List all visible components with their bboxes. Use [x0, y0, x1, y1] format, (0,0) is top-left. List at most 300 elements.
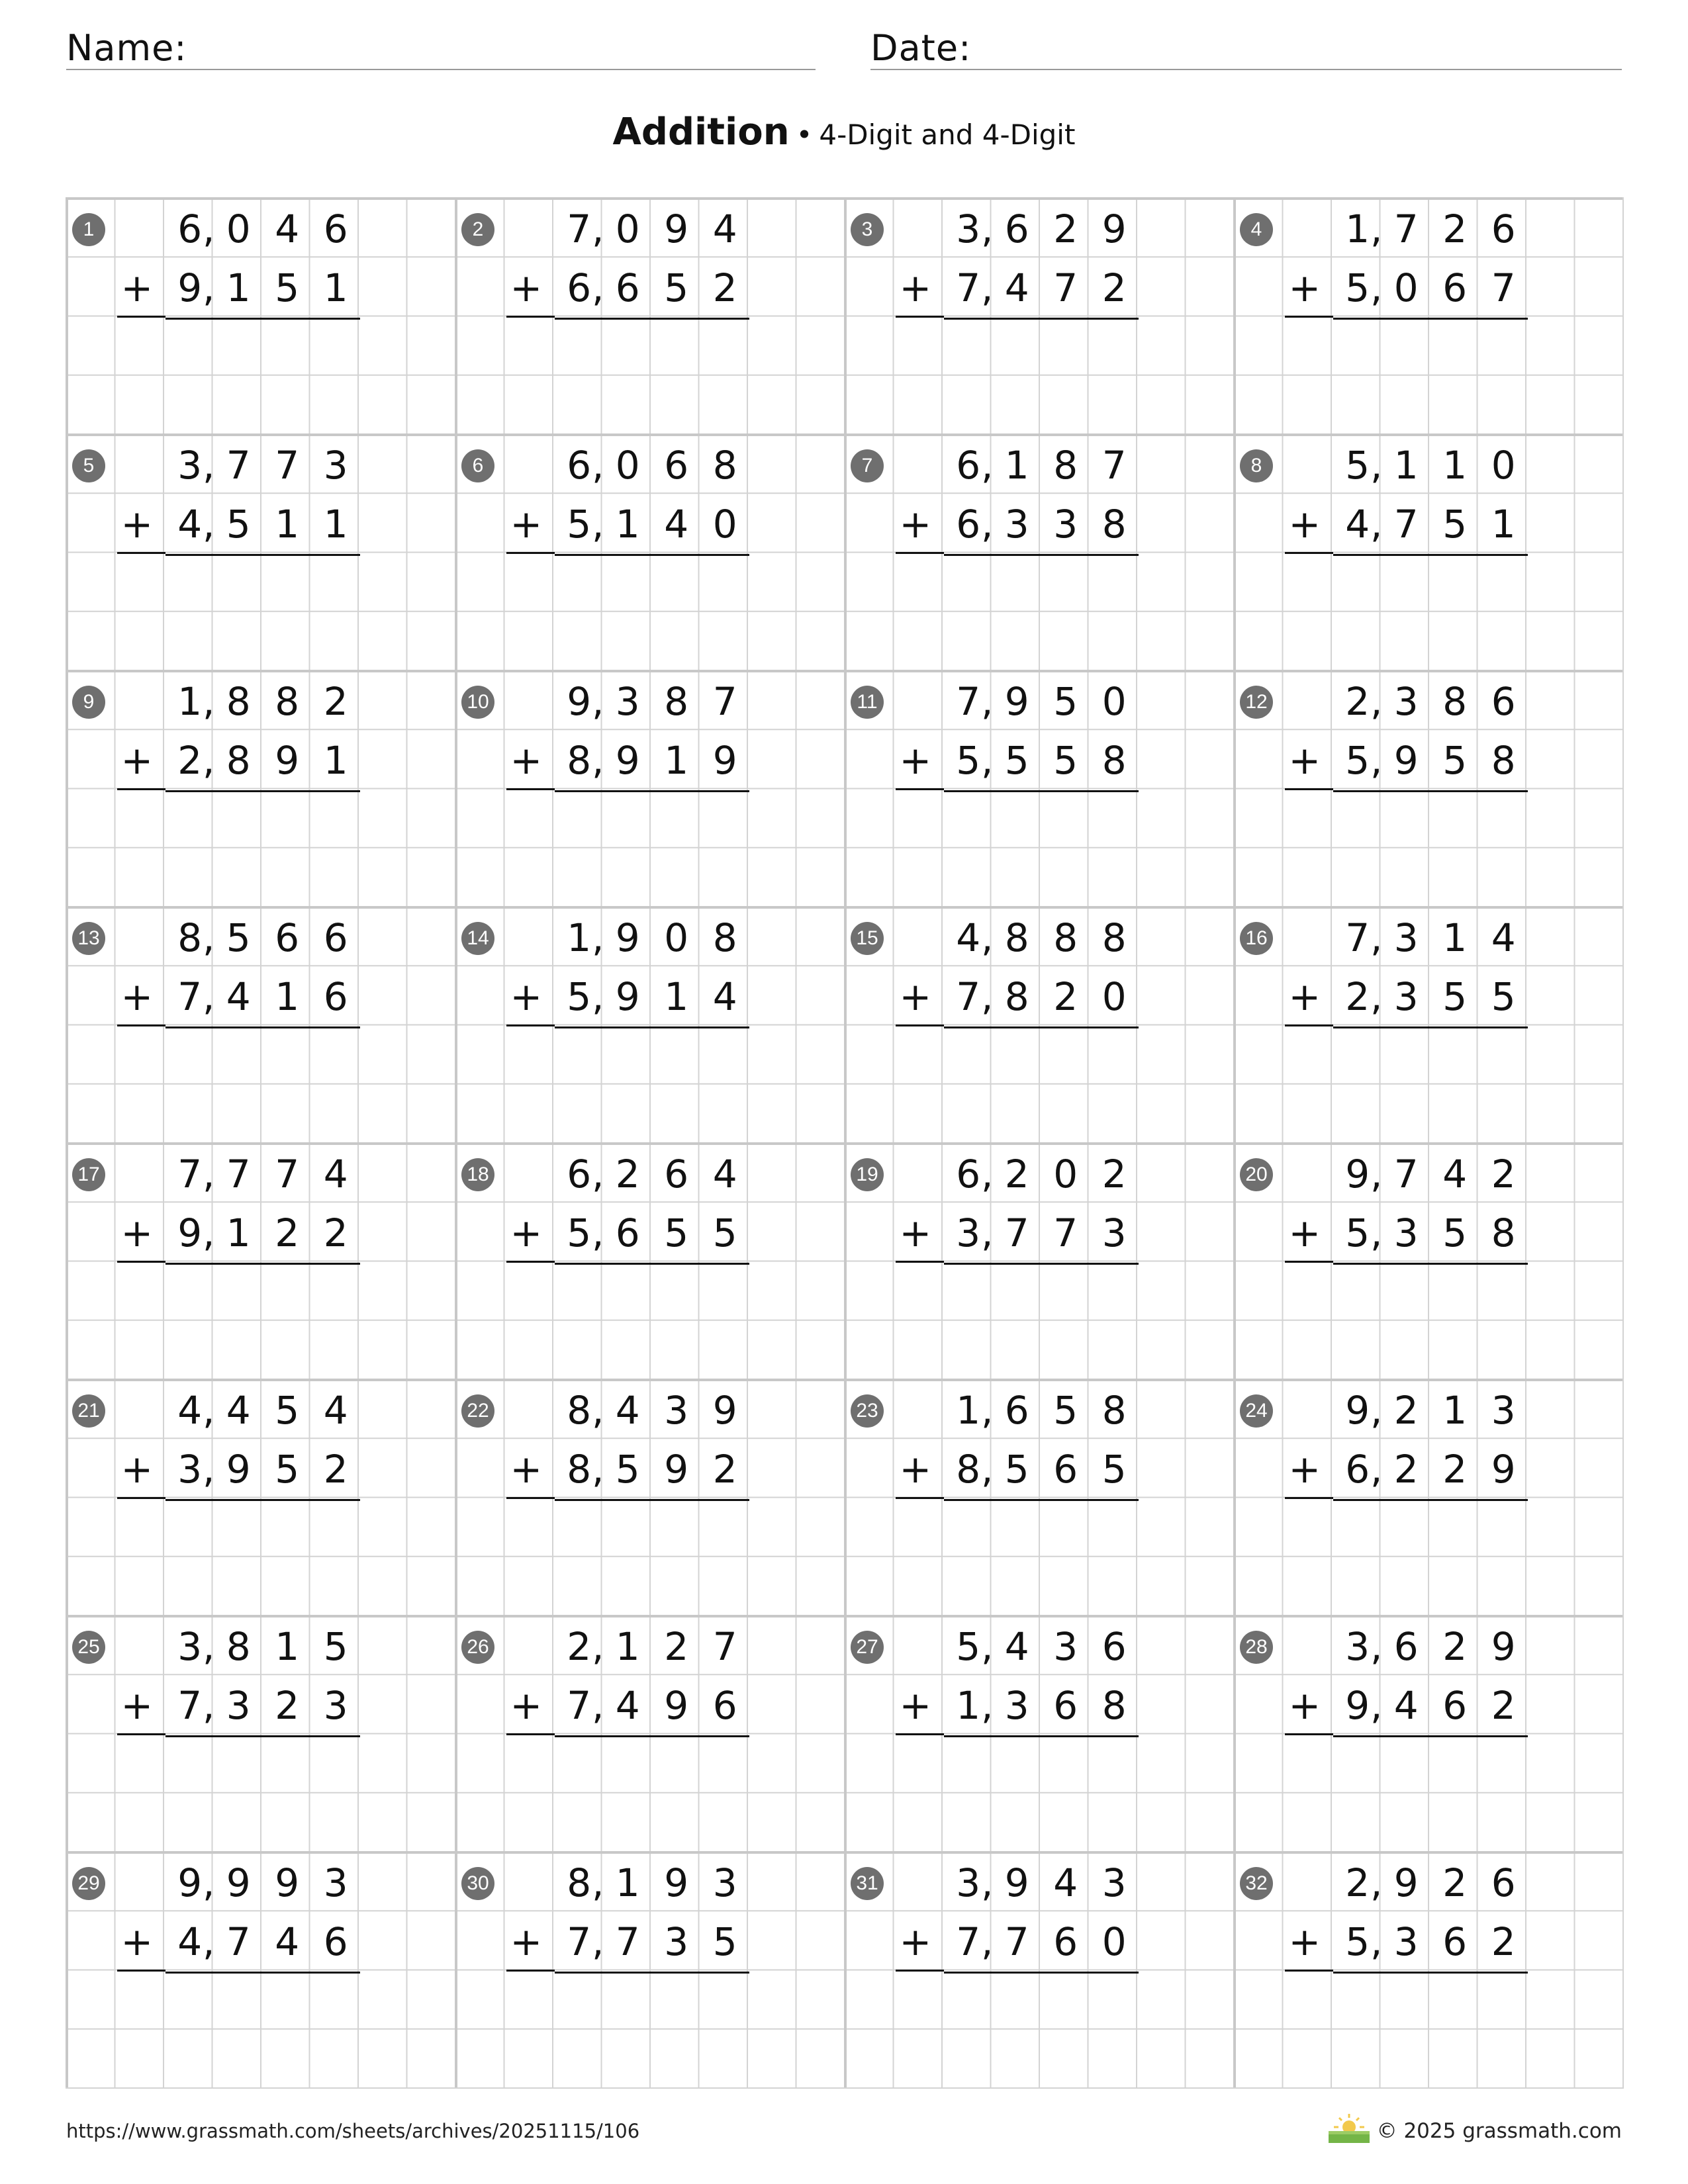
digit: 7	[275, 1152, 300, 1197]
digit: 7	[226, 1919, 251, 1964]
problem-number-badge: 26	[461, 1631, 494, 1664]
digit: 1	[956, 1388, 981, 1433]
thousands-comma: ,	[203, 502, 215, 547]
digit: 9	[664, 1860, 689, 1905]
answer-line	[1285, 788, 1334, 790]
top-addend	[1333, 1381, 1528, 1440]
digit: 1	[1442, 1388, 1468, 1433]
digit: 8	[275, 679, 300, 724]
digit: 3	[1004, 1683, 1029, 1728]
plus-sign: +	[899, 1447, 932, 1492]
digit: 6	[1053, 1447, 1078, 1492]
top-addend	[555, 436, 749, 495]
digit: 5	[1345, 1210, 1370, 1255]
problem-11	[844, 670, 1233, 906]
bottom-addend	[165, 1676, 360, 1737]
problem-13	[66, 906, 455, 1142]
digit: 6	[567, 443, 592, 488]
digit: 6	[323, 1919, 348, 1964]
digit: 8	[712, 443, 737, 488]
digit: 7	[1491, 265, 1516, 310]
digit: 6	[1345, 1447, 1370, 1492]
problem-10	[455, 670, 844, 906]
digit: 3	[323, 1683, 348, 1728]
thousands-comma: ,	[592, 1210, 604, 1255]
digit: 1	[956, 1683, 981, 1728]
digit: 7	[226, 1152, 251, 1197]
digit: 9	[226, 1447, 251, 1492]
thousands-comma: ,	[981, 1152, 994, 1197]
plus-sign: +	[1288, 1683, 1321, 1728]
digit: 3	[177, 443, 203, 488]
digit: 1	[323, 502, 348, 547]
digit: 6	[615, 1210, 640, 1255]
digit: 7	[1004, 1919, 1029, 1964]
bottom-addend	[555, 968, 749, 1028]
digit: 5	[1102, 1447, 1127, 1492]
digit: 5	[1491, 974, 1516, 1019]
plus-sign: +	[510, 1683, 543, 1728]
digit: 4	[664, 502, 689, 547]
digit: 9	[177, 265, 203, 310]
answer-line	[896, 1497, 945, 1499]
digit: 3	[1491, 1388, 1516, 1433]
problem-number-badge: 19	[851, 1158, 884, 1191]
plus-sign: +	[899, 1683, 932, 1728]
top-addend	[555, 1617, 749, 1676]
thousands-comma: ,	[981, 502, 994, 547]
answer-line	[1285, 316, 1334, 318]
digit: 2	[664, 1624, 689, 1669]
digit: 2	[712, 265, 737, 310]
problem-23	[844, 1379, 1233, 1615]
digit: 8	[1053, 915, 1078, 960]
thousands-comma: ,	[981, 1919, 994, 1964]
digit: 5	[712, 1210, 737, 1255]
thousands-comma: ,	[981, 443, 994, 488]
top-addend	[165, 909, 360, 968]
top-addend	[165, 1381, 360, 1440]
digit: 7	[615, 1919, 640, 1964]
top-addend	[165, 1617, 360, 1676]
date-label: Date:	[870, 27, 972, 69]
thousands-comma: ,	[981, 679, 994, 724]
digit: 9	[1393, 738, 1419, 783]
digit: 6	[275, 915, 300, 960]
digit: 3	[323, 1860, 348, 1905]
digit: 2	[1053, 974, 1078, 1019]
thousands-comma: ,	[1370, 1388, 1383, 1433]
digit: 0	[615, 443, 640, 488]
digit: 3	[664, 1919, 689, 1964]
digit: 5	[1345, 738, 1370, 783]
digit: 6	[567, 1152, 592, 1197]
top-addend	[555, 1381, 749, 1440]
problem-number-badge: 11	[851, 686, 884, 719]
plus-sign: +	[120, 974, 154, 1019]
problem-18	[455, 1142, 844, 1379]
digit: 4	[226, 974, 251, 1019]
thousands-comma: ,	[1370, 1210, 1383, 1255]
problem-19	[844, 1142, 1233, 1379]
bottom-addend	[1333, 495, 1528, 556]
digit: 5	[664, 265, 689, 310]
problem-20	[1233, 1142, 1622, 1379]
thousands-comma: ,	[1370, 206, 1383, 251]
digit: 3	[1393, 1919, 1419, 1964]
plus-sign: +	[1288, 265, 1321, 310]
answer-line	[117, 552, 166, 554]
thousands-comma: ,	[1370, 679, 1383, 724]
digit: 2	[1004, 1152, 1029, 1197]
digit: 7	[956, 1919, 981, 1964]
thousands-comma: ,	[592, 1388, 604, 1433]
thousands-comma: ,	[981, 974, 994, 1019]
digit: 3	[1053, 502, 1078, 547]
digit: 2	[1393, 1447, 1419, 1492]
digit: 9	[275, 1860, 300, 1905]
plus-sign: +	[120, 1210, 154, 1255]
digit: 8	[567, 1860, 592, 1905]
plus-sign: +	[1288, 502, 1321, 547]
top-addend	[944, 200, 1139, 259]
digit: 5	[1345, 1919, 1370, 1964]
digit: 8	[1102, 738, 1127, 783]
digit: 1	[664, 974, 689, 1019]
thousands-comma: ,	[981, 265, 994, 310]
problem-32	[1233, 1851, 1622, 2087]
digit: 1	[226, 1210, 251, 1255]
problem-22	[455, 1379, 844, 1615]
digit: 8	[1053, 443, 1078, 488]
digit: 7	[1053, 1210, 1078, 1255]
plus-sign: +	[1288, 974, 1321, 1019]
problem-number-badge: 29	[72, 1867, 105, 1900]
problem-number-badge: 1	[72, 213, 105, 246]
digit: 7	[1053, 265, 1078, 310]
digit: 5	[956, 738, 981, 783]
problem-1	[66, 197, 455, 433]
digit: 0	[1102, 974, 1127, 1019]
bottom-addend	[165, 1440, 360, 1501]
top-addend	[1333, 200, 1528, 259]
problem-number-badge: 10	[461, 686, 494, 719]
thousands-comma: ,	[1370, 1624, 1383, 1669]
problem-number-badge: 31	[851, 1867, 884, 1900]
digit: 1	[275, 974, 300, 1019]
digit: 5	[567, 502, 592, 547]
plus-sign: +	[1288, 738, 1321, 783]
digit: 1	[1442, 443, 1468, 488]
digit: 2	[1345, 679, 1370, 724]
answer-line	[117, 788, 166, 790]
problem-number-badge: 21	[72, 1394, 105, 1428]
digit: 4	[1491, 915, 1516, 960]
plus-sign: +	[899, 1919, 932, 1964]
thousands-comma: ,	[203, 1388, 215, 1433]
top-addend	[555, 909, 749, 968]
answer-line	[1285, 1970, 1334, 1972]
top-addend	[555, 672, 749, 731]
digit: 1	[1491, 502, 1516, 547]
digit: 2	[1442, 206, 1468, 251]
bottom-addend	[944, 1676, 1139, 1737]
digit: 5	[956, 1624, 981, 1669]
digit: 7	[1393, 502, 1419, 547]
bottom-addend	[555, 731, 749, 792]
digit: 9	[1393, 1860, 1419, 1905]
thousands-comma: ,	[1370, 1152, 1383, 1197]
digit: 7	[567, 1683, 592, 1728]
worksheet-title	[0, 106, 1688, 161]
digit: 1	[1442, 915, 1468, 960]
thousands-comma: ,	[592, 1152, 604, 1197]
digit: 2	[615, 1152, 640, 1197]
digit: 4	[323, 1152, 348, 1197]
digit: 5	[1053, 679, 1078, 724]
plus-sign: +	[120, 502, 154, 547]
digit: 9	[712, 738, 737, 783]
problem-12	[1233, 670, 1622, 906]
thousands-comma: ,	[592, 206, 604, 251]
thousands-comma: ,	[203, 1447, 215, 1492]
answer-line	[896, 552, 945, 554]
digit: 6	[1053, 1683, 1078, 1728]
answer-line	[506, 316, 555, 318]
digit: 2	[1393, 1388, 1419, 1433]
digit: 4	[1053, 1860, 1078, 1905]
top-addend	[1333, 909, 1528, 968]
digit: 2	[712, 1447, 737, 1492]
bottom-addend	[1333, 731, 1528, 792]
digit: 8	[1004, 915, 1029, 960]
digit: 5	[323, 1624, 348, 1669]
top-addend	[165, 1854, 360, 1913]
digit: 8	[712, 915, 737, 960]
digit: 1	[177, 679, 203, 724]
thousands-comma: ,	[592, 265, 604, 310]
digit: 1	[615, 502, 640, 547]
digit: 8	[1491, 738, 1516, 783]
digit: 5	[1053, 1388, 1078, 1433]
digit: 5	[567, 974, 592, 1019]
bottom-addend	[1333, 1204, 1528, 1265]
digit: 0	[712, 502, 737, 547]
digit: 9	[1491, 1624, 1516, 1669]
plus-sign: +	[510, 1210, 543, 1255]
top-addend	[944, 672, 1139, 731]
digit: 6	[1442, 1683, 1468, 1728]
digit: 6	[177, 206, 203, 251]
digit: 0	[226, 206, 251, 251]
digit: 8	[1102, 1388, 1127, 1433]
digit: 8	[567, 1388, 592, 1433]
digit: 8	[567, 738, 592, 783]
digit: 9	[1345, 1152, 1370, 1197]
bottom-addend	[944, 259, 1139, 320]
bottom-addend	[1333, 968, 1528, 1028]
answer-line	[506, 1497, 555, 1499]
answer-line	[896, 788, 945, 790]
thousands-comma: ,	[203, 206, 215, 251]
digit: 5	[1004, 738, 1029, 783]
date-field[interactable]	[870, 24, 1622, 70]
digit: 6	[1491, 1860, 1516, 1905]
digit: 6	[1442, 1919, 1468, 1964]
thousands-comma: ,	[203, 1624, 215, 1669]
digit: 9	[1345, 1683, 1370, 1728]
digit: 6	[1004, 206, 1029, 251]
problem-number-badge: 15	[851, 922, 884, 955]
answer-line	[117, 1261, 166, 1263]
digit: 6	[1053, 1919, 1078, 1964]
answer-line	[117, 1024, 166, 1026]
plus-sign: +	[899, 974, 932, 1019]
answer-line	[1285, 552, 1334, 554]
digit: 9	[1102, 206, 1127, 251]
digit: 2	[1491, 1683, 1516, 1728]
digit: 9	[615, 738, 640, 783]
digit: 3	[177, 1624, 203, 1669]
thousands-comma: ,	[203, 1919, 215, 1964]
answer-line	[1285, 1024, 1334, 1026]
digit: 7	[956, 974, 981, 1019]
title-separator: •	[796, 118, 813, 151]
digit: 4	[323, 1388, 348, 1433]
plus-sign: +	[120, 265, 154, 310]
digit: 8	[1004, 974, 1029, 1019]
plus-sign: +	[510, 738, 543, 783]
problem-25	[66, 1615, 455, 1851]
digit: 6	[1004, 1388, 1029, 1433]
digit: 2	[323, 1210, 348, 1255]
digit: 6	[1393, 1624, 1419, 1669]
plus-sign: +	[1288, 1919, 1321, 1964]
digit: 2	[1442, 1860, 1468, 1905]
bottom-addend	[1333, 1440, 1528, 1501]
digit: 9	[615, 915, 640, 960]
top-addend	[165, 436, 360, 495]
digit: 3	[1102, 1860, 1127, 1905]
digit: 7	[177, 1683, 203, 1728]
digit: 2	[275, 1210, 300, 1255]
problem-number-badge: 6	[461, 449, 494, 482]
problem-number-badge: 2	[461, 213, 494, 246]
digit: 3	[956, 1860, 981, 1905]
bottom-addend	[165, 731, 360, 792]
digit: 3	[1393, 679, 1419, 724]
thousands-comma: ,	[1370, 502, 1383, 547]
digit: 5	[712, 1919, 737, 1964]
title-subtitle: 4-Digit and 4-Digit	[819, 118, 1076, 151]
thousands-comma: ,	[981, 1624, 994, 1669]
name-field[interactable]	[66, 24, 816, 70]
digit: 8	[664, 679, 689, 724]
digit: 1	[1393, 443, 1419, 488]
problem-number-badge: 24	[1240, 1394, 1273, 1428]
digit: 9	[1345, 1388, 1370, 1433]
top-addend	[1333, 1854, 1528, 1913]
digit: 1	[615, 1860, 640, 1905]
digit: 8	[1102, 502, 1127, 547]
digit: 9	[567, 679, 592, 724]
answer-line	[117, 1970, 166, 1972]
bottom-addend	[165, 495, 360, 556]
thousands-comma: ,	[1370, 1683, 1383, 1728]
top-addend	[1333, 672, 1528, 731]
answer-line	[896, 316, 945, 318]
bottom-addend	[944, 968, 1139, 1028]
name-label: Name:	[66, 27, 187, 69]
digit: 6	[1491, 679, 1516, 724]
digit: 9	[1004, 1860, 1029, 1905]
digit: 2	[1491, 1919, 1516, 1964]
problem-number-badge: 20	[1240, 1158, 1273, 1191]
thousands-comma: ,	[981, 1447, 994, 1492]
thousands-comma: ,	[981, 1388, 994, 1433]
digit: 6	[664, 443, 689, 488]
digit: 6	[323, 915, 348, 960]
top-addend	[1333, 1617, 1528, 1676]
plus-sign: +	[899, 502, 932, 547]
digit: 8	[177, 915, 203, 960]
problem-number-badge: 3	[851, 213, 884, 246]
digit: 6	[323, 974, 348, 1019]
digit: 9	[712, 1388, 737, 1433]
thousands-comma: ,	[1370, 1860, 1383, 1905]
thousands-comma: ,	[203, 1683, 215, 1728]
digit: 2	[177, 738, 203, 783]
digit: 4	[1393, 1683, 1419, 1728]
plus-sign: +	[510, 974, 543, 1019]
digit: 4	[956, 915, 981, 960]
answer-line	[506, 1261, 555, 1263]
digit: 5	[226, 502, 251, 547]
plus-sign: +	[510, 265, 543, 310]
digit: 4	[1004, 265, 1029, 310]
top-addend	[555, 1854, 749, 1913]
digit: 3	[226, 1683, 251, 1728]
digit: 3	[177, 1447, 203, 1492]
problem-29	[66, 1851, 455, 2087]
digit: 7	[275, 443, 300, 488]
thousands-comma: ,	[1370, 915, 1383, 960]
thousands-comma: ,	[203, 1152, 215, 1197]
thousands-comma: ,	[203, 443, 215, 488]
digit: 6	[664, 1152, 689, 1197]
problem-number-badge: 17	[72, 1158, 105, 1191]
digit: 5	[615, 1447, 640, 1492]
digit: 8	[567, 1447, 592, 1492]
digit: 9	[664, 1447, 689, 1492]
thousands-comma: ,	[592, 443, 604, 488]
answer-line	[896, 1024, 945, 1026]
digit: 7	[712, 679, 737, 724]
footer-copyright: © 2025 grassmath.com	[1376, 2119, 1622, 2143]
thousands-comma: ,	[203, 974, 215, 1019]
plus-sign: +	[510, 502, 543, 547]
digit: 9	[615, 974, 640, 1019]
top-addend	[555, 1145, 749, 1204]
bottom-addend	[1333, 1676, 1528, 1737]
bottom-addend	[944, 1204, 1139, 1265]
bottom-addend	[165, 968, 360, 1028]
digit: 1	[323, 738, 348, 783]
digit: 6	[1491, 206, 1516, 251]
digit: 6	[956, 443, 981, 488]
problem-number-badge: 25	[72, 1631, 105, 1664]
plus-sign: +	[120, 1919, 154, 1964]
